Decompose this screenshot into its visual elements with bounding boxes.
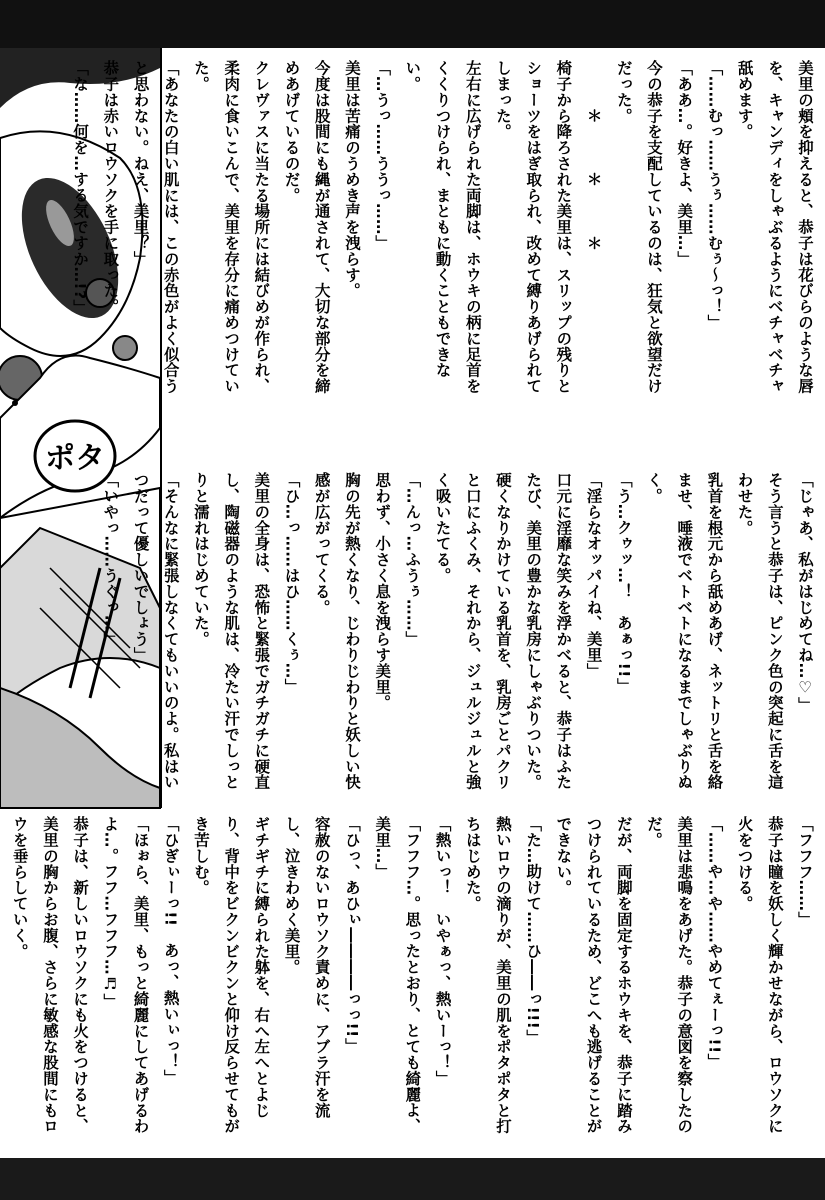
text-column-lower: 「フフフ……」 恭子は瞳を妖しく輝かせながら、ロウソクに火をつける。 「……や…や……やめてぇーっ!!」 美里は悲鳴をあげた。恭子の意図を察したのだ。 だが、両脚を固定するホウキを、恭子に踏みつけられているため、どこへも逃げることができない。 「た…助けて……ひ――っ!!!」 熱いロウの滴りが、美里の肌をポタポタと打ちはじめた。 「熱いっ！ いやぁっ、熱いーっ！」 「フフフ…。思ったとおり、とても綺麗よ、美里…」 「ひっ、あひぃ――――っっ!!」 容赦のないロウソク責めに、アブラ汗を流し、泣きわめく美里。 ギチギチに縛られた躰を、右へ左へとよじり、背中をビクンビクンと仰け反らせてもがき苦しむ。 「ひぎぃーっ!! あっ、熱いぃっ！」 「ほぉら、美里、もっと綺麗にしてあげるわよ…。フフ…フフフ…♬」 恭子は、新しいロウソクにも火をつけると、美里の胸からお腹、さらに敏感な股間にもロウを垂らしていく。 xyxy=(10,816,814,1134)
text-column-upper-right: 「じゃあ、私がはじめてね…♡」 そう言うと恭子は、ピンク色の突起に舌を這わせた。 乳首を根元から舐めあげ、ネットリと舌を絡ませ、唾液でベトベトになるまでしゃぶりぬく。 「う…クゥッ…！ あぁっ!!」 「淫らなオッパイね、美里」 口元に淫靡な笑みを浮かべると、恭子はふたたび、美里の豊かな乳房にしゃぶりついた。 硬くなりかけている乳首を、乳房ごとパクリと口にふくみ、それから、ジュルジュルと強く吸いたてる。 「…んっ…ふうぅ……」 思わず、小さく息を洩らす美里。 胸の先が熱くなり、じわりじわりと妖しい快感が広がってくる。 「ひ…っ……はひ……くぅ…」 美里の全身は、恐怖と緊張でガチガチに硬直し、陶磁器のような肌は、冷たい汗でしっとりと濡れはじめていた。 「そんなに緊張しなくてもいいのよ。私はいつだって優しいでしょう」 「いやっ……うぐっ…」 xyxy=(101,472,814,790)
sfx-text: ポタ xyxy=(45,441,105,476)
text-column-upper-left: 美里の頬を抑えると、恭子は花びらのような唇を、キャンディをしゃぶるようにベチャベチャ舐めます。 「……むっ……うぅ……むぅ～っ！」 「ああ…。好きよ、美里…」 今の恭子を支配しているのは、狂気と欲望だけだった。 ＊ ＊ ＊ 椅子から降ろされた美里は、スリップの残りとショーツをはぎ取られ、改めて縛りあげられてしまった。 左右に広げられた両脚は、ホウキの柄に足首をくくりつけられ、まともに動くこともできない。 「…うっ……ううっ……」 美里は苦痛のうめき声を洩らす。 今度は股間にも縄が通されて、大切な部分を締めあげているのだ。 クレヴァスに当たる場所には結びめが作られ、柔肉に食いこんで、美里を存分に痛めつけていた。 「あなたの白い肌には、この赤色がよく似合うと思わない。ねえ、美里？」 恭子は赤いロウソクを手に取った。 「な……何を…する気ですか…!?」 xyxy=(71,60,814,394)
top-black-band xyxy=(0,0,825,48)
bottom-black-band xyxy=(0,1158,825,1200)
